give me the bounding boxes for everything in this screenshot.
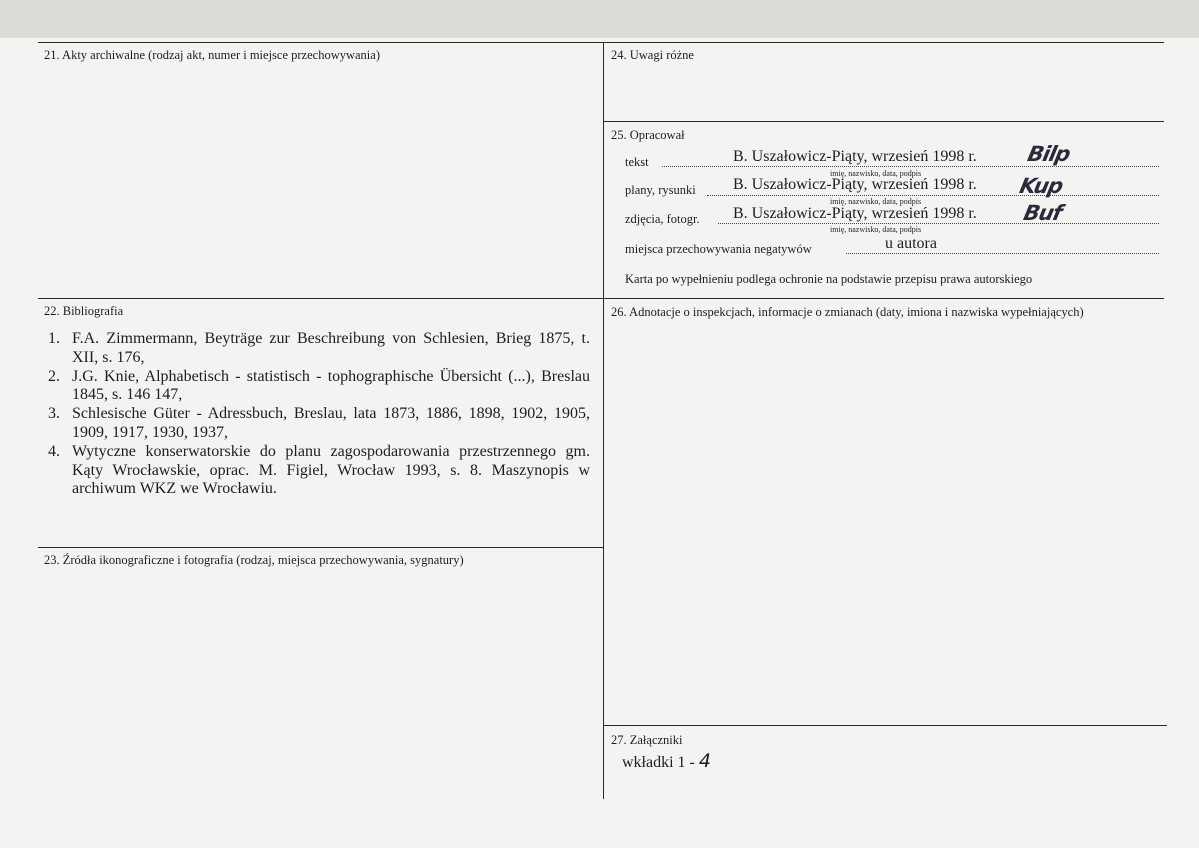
- attachments-typed: wkładki 1 -: [622, 754, 695, 771]
- center-divider: [603, 42, 604, 799]
- divider-26-27: [604, 725, 1167, 726]
- scan-top-band: [0, 0, 1199, 38]
- signature: Bilp: [1025, 142, 1072, 166]
- divider-row-1: [38, 298, 1164, 299]
- row-label-plany: plany, rysunki: [625, 183, 696, 197]
- author-value: B. Uszałowicz-Piąty, wrzesień 1998 r.: [733, 176, 977, 193]
- item-text: J.G. Knie, Alphabetisch - statistisch - tophographische Übersicht (...), Breslau 1845, s. 146 147,: [72, 367, 590, 404]
- item-text: Schlesische Güter - Adressbuch, Breslau, lata 1873, 1886, 1898, 1902, 1905, 1909, 1917, 1930, 1937,: [72, 405, 590, 441]
- item-text: F.A. Zimmermann, Beyträge zur Beschreibung von Schlesien, Brieg 1875, t. XII, s. 176,: [72, 330, 590, 366]
- section-22-label: 22. Bibliografia: [44, 304, 124, 318]
- dotted-line: [707, 195, 1159, 196]
- field-caption: imię, nazwisko, data, podpis: [830, 169, 922, 178]
- signature: Kup: [1017, 174, 1065, 198]
- author-value: B. Uszałowicz-Piąty, wrzesień 1998 r.: [733, 148, 977, 165]
- dotted-line: [846, 253, 1159, 254]
- list-item: [44, 368, 590, 406]
- signature: Buf: [1021, 201, 1064, 225]
- field-caption: imię, nazwisko, data, podpis: [830, 225, 922, 234]
- section-21-label: 21. Akty archiwalne (rodzaj akt, numer i miejsce przechowywania): [44, 48, 380, 62]
- author-value: B. Uszałowicz-Piąty, wrzesień 1998 r.: [733, 205, 977, 222]
- item-number: 1.: [48, 330, 60, 347]
- list-item: [44, 443, 590, 499]
- item-number: 3.: [48, 405, 60, 423]
- row-label-zdjecia: zdjęcia, fotogr.: [625, 212, 700, 226]
- divider-22-23: [38, 547, 603, 548]
- negatives-value: u autora: [885, 235, 937, 252]
- list-item: [44, 330, 590, 368]
- bibliography-list: [44, 330, 590, 499]
- item-number: 4.: [48, 442, 60, 460]
- top-border: [38, 42, 1164, 43]
- row-label-tekst: tekst: [625, 155, 649, 169]
- attachments-handwritten: 4: [698, 750, 711, 772]
- divider-24-25: [604, 121, 1164, 122]
- section-25-label: 25. Opracował: [611, 128, 685, 142]
- dotted-line: [662, 166, 1159, 167]
- attachments-value: [622, 750, 711, 772]
- section-23-label: 23. Źródła ikonograficzne i fotografia (rodzaj, miejsca przechowywania, sygnatury): [44, 553, 464, 567]
- section-24-label: 24. Uwagi różne: [611, 48, 694, 62]
- item-text: Wytyczne konserwatorskie do planu zagospodarowania przestrzennego gm. Kąty Wrocławskie, oprac. M. Figiel, Wrocław 1993, s. 8. Maszynopis w archiwum WKZ we Wrocławiu.: [72, 442, 590, 498]
- copyright-note: Karta po wypełnieniu podlega ochronie na podstawie przepisu prawa autorskiego: [625, 272, 1033, 286]
- dotted-line: [718, 223, 1159, 224]
- section-27-label: 27. Załączniki: [611, 733, 683, 747]
- section-26-label: 26. Adnotacje o inspekcjach, informacje o zmianach (daty, imiona i nazwiska wypełniających): [611, 305, 1084, 319]
- field-caption: imię, nazwisko, data, podpis: [830, 197, 922, 206]
- negatives-label: miejsca przechowywania negatywów: [625, 242, 812, 256]
- list-item: [44, 405, 590, 443]
- item-number: 2.: [48, 367, 60, 385]
